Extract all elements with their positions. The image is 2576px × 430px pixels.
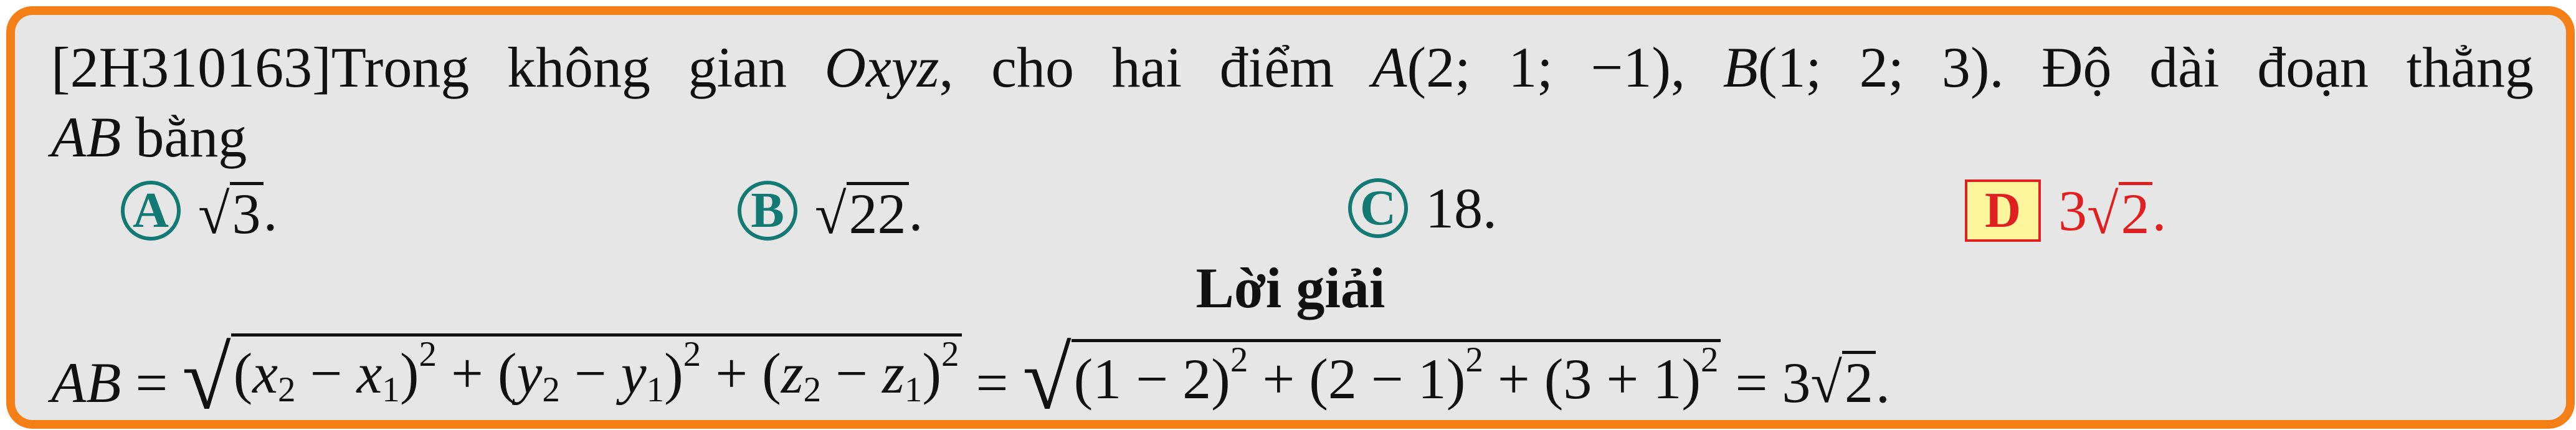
solution-equation: AB = √ $(x_2 - x_1)^2 + (y_2 - y_1)^2 + (z_2 - z_1)^2$ = √ $(1 - 2)^2 + (2 - 1)^2 + (3 + 1)^2$ = 3 √ 2 . [51,329,1890,428]
option-a-badge: A [121,181,181,241]
numeric-distance: √ $(1 - 2)^2 + (2 - 1)^2 + (3 + 1)^2$ [1022,335,1721,408]
question-text-3: Độ dài đoạn thẳng [2041,36,2534,99]
general-distance-formula: √ $(x_2 - x_1)^2 + (y_2 - y_1)^2 + (z_2 - z_1)^2$ [182,330,961,408]
point-a-label: A [1372,36,1407,99]
question-id: [2H310163] [51,36,331,99]
option-b-value: √ 22 [815,178,909,242]
point-b-coords: (1; 2; 3). [1757,36,2004,99]
option-d-value: √ 2 [2087,178,2152,242]
question-text-2: , cho hai điểm [939,36,1334,99]
solution-lhs: AB [51,351,121,414]
option-a[interactable]: A √ 3 . [121,178,278,242]
option-b-badge: B [738,181,797,241]
option-a-value: √ 3 [198,178,264,242]
option-b[interactable]: B √ 22 . [738,178,923,242]
option-c-value: 18. [1425,176,1497,240]
question-text-1: Trong không gian [331,36,787,99]
question-text-4: bằng [135,105,247,169]
result-prefix: 3 [1782,351,1811,414]
solution-heading: Lời giải [1195,256,1385,320]
point-b-label: B [1723,36,1758,99]
question-card [6,6,2575,429]
point-a-coords: (2; 1; −1), [1407,36,1685,99]
oxyz-symbol: Oxyz [824,36,939,99]
option-d[interactable]: D 3 √ 2 . [1965,178,2167,242]
question-line-2 [51,105,247,169]
option-d-badge: D [1965,179,2041,242]
option-c-badge: C [1348,178,1408,238]
option-c[interactable] [1348,178,1497,238]
option-d-prefix: 3 [2058,178,2087,242]
question-line-1 [51,36,2534,99]
result-value: √ 2 [1810,347,1876,411]
segment-label: AB [51,105,121,169]
